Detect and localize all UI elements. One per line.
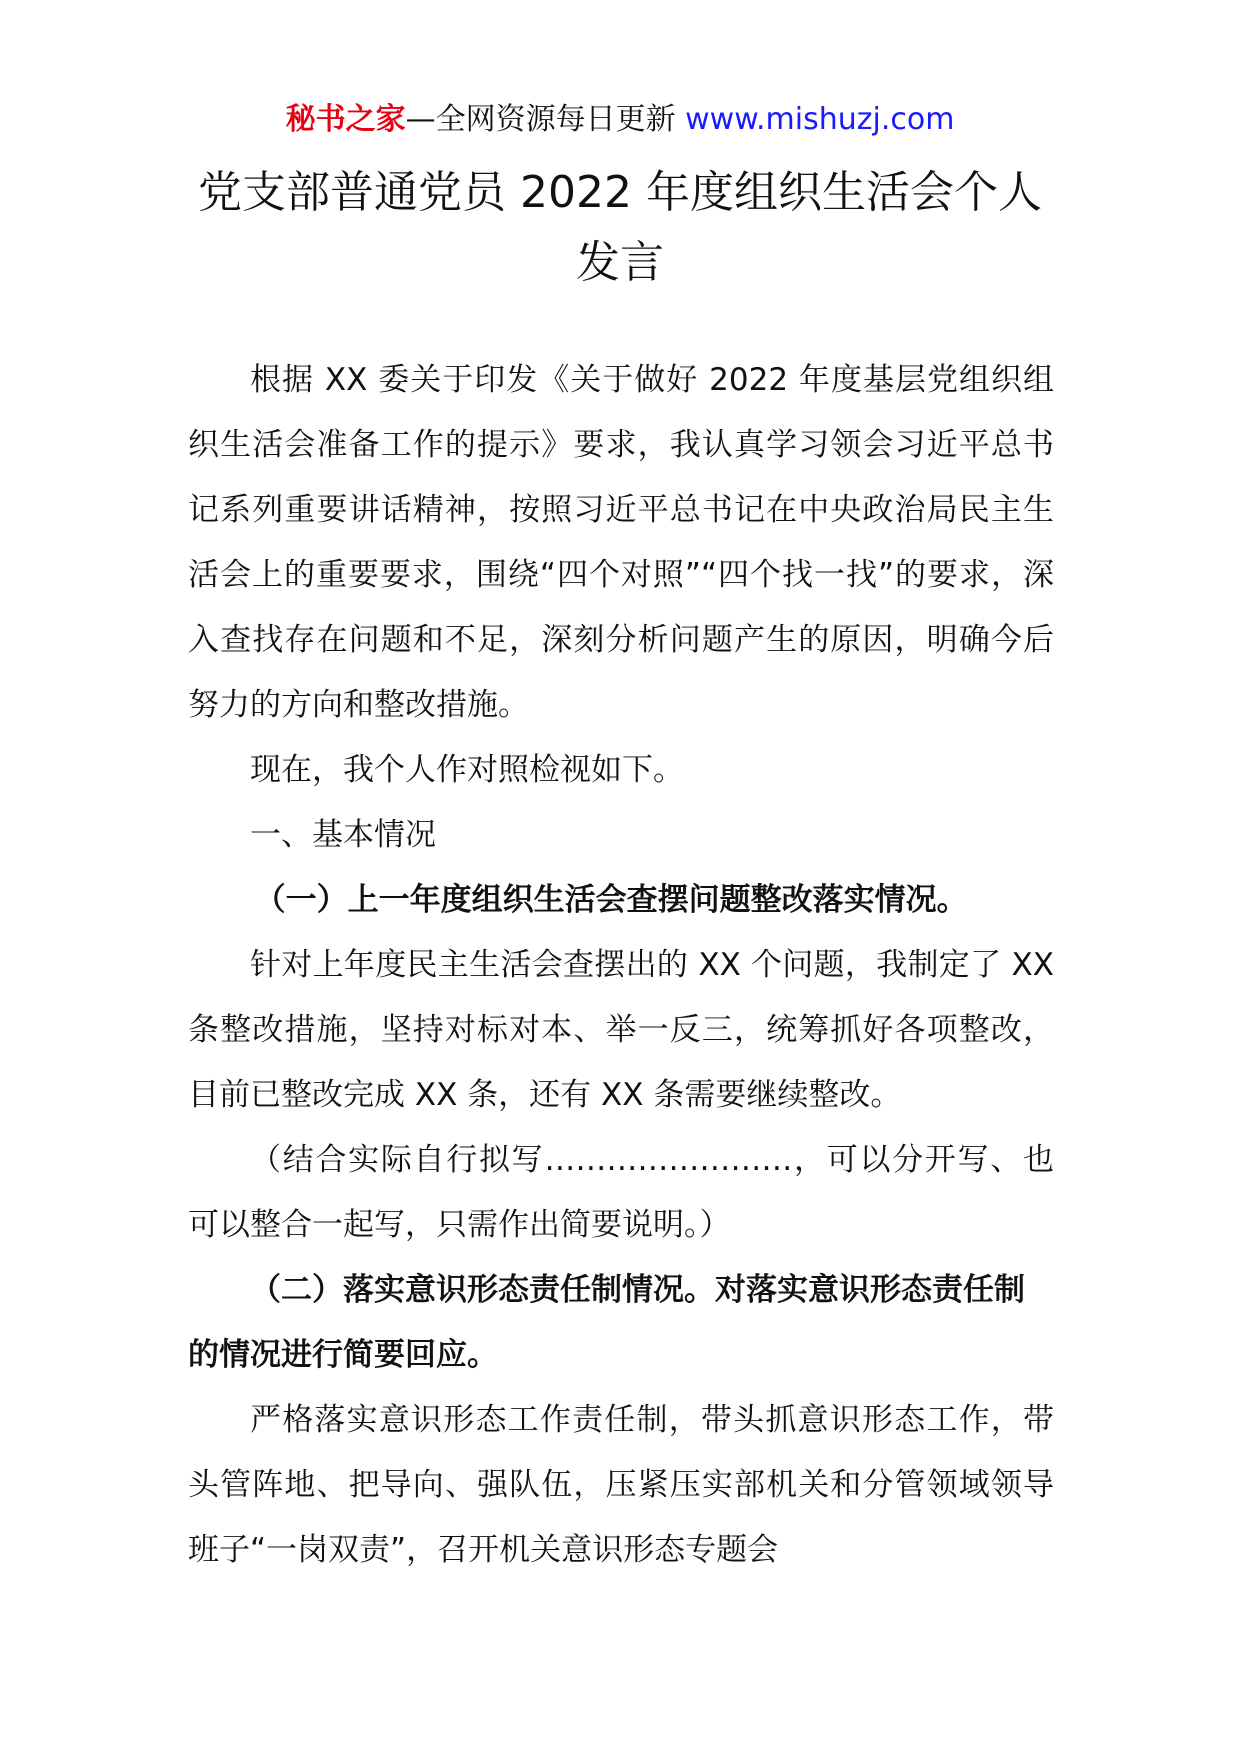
subsection-1-paragraph: 针对上年度民主生活会查摆出的 XX 个问题，我制定了 XX 条整改措施，坚持对标对本、举一反三，统筹抓好各项整改，目前已整改完成 XX 条，还有 XX 条需要继续整改。 xyxy=(188,947,1054,1113)
site-url-link[interactable]: www.mishuzj.com xyxy=(685,102,955,137)
subsection-heading-2: （二）落实意识形态责任制情况。对落实意识形态责任制的情况进行简要回应。 xyxy=(188,1272,1025,1373)
subsection-1-note: （结合实际自行拟写……………………，可以分开写、也可以整合一起写，只需作出简要说明。） xyxy=(188,1142,1054,1243)
document-title xyxy=(150,158,1090,298)
title-line-2: 发言 xyxy=(576,237,664,288)
subsection-2-paragraph: 严格落实意识形态工作责任制，带头抓意识形态工作，带头管阵地、把导向、强队伍，压紧压实部机关和分管领域领导班子“一岗双责”，召开机关意识形态专题会 xyxy=(188,1402,1054,1568)
title-line-1: 党支部普通党员 2022 年度组织生活会个人 xyxy=(198,167,1042,218)
subsection-heading-1: （一）上一年度组织生活会查摆问题整改落实情况。 xyxy=(254,882,968,918)
watermark-header xyxy=(0,100,1240,140)
document-body xyxy=(188,348,1054,1583)
intro-paragraph: 根据 XX 委关于印发《关于做好 2022 年度基层党组织组织生活会准备工作的提示》要求，我认真学习领会习近平总书记系列重要讲话精神，按照习近平总书记在中央政治局民主生活会上的重要要求，围绕“四个对照”“四个找一找”的要求，深入查找存在问题和不足，深刻分析问题产生的原因，明确今后努力的方向和整改措施。 xyxy=(188,362,1054,723)
header-tagline: —全网资源每日更新 xyxy=(405,102,686,137)
brand-name: 秘书之家 xyxy=(285,102,406,137)
review-statement: 现在，我个人作对照检视如下。 xyxy=(250,752,684,788)
section-heading-basic: 一、基本情况 xyxy=(250,817,436,853)
